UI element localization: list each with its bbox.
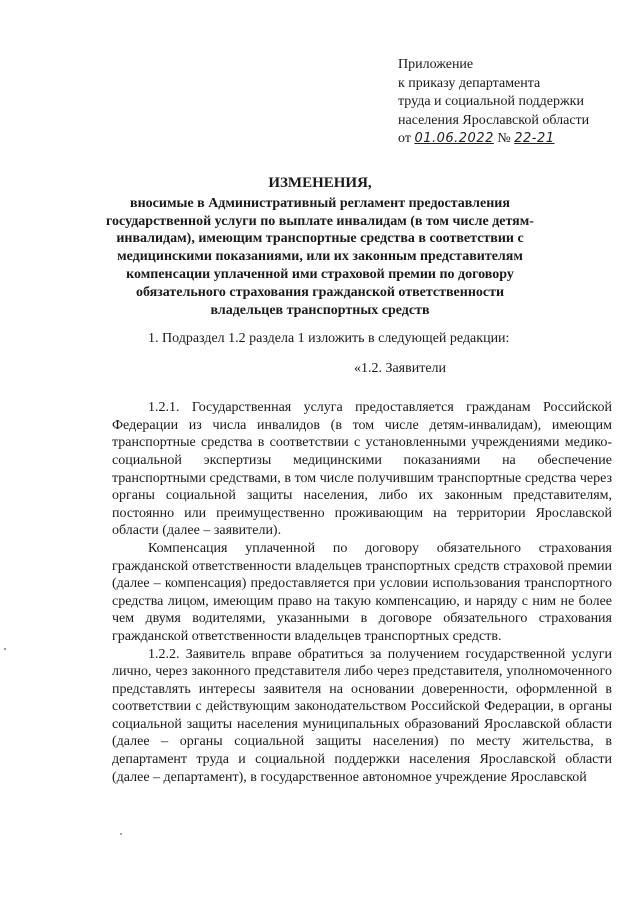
appendix-line-4: населения Ярославской области (398, 112, 590, 128)
order-date: 01.06.2022 (414, 131, 494, 146)
appendix-line-3: труда и социальной поддержки (398, 94, 584, 109)
paragraph-compensation: Компенсация уплаченной по договору обязательного страхования гражданской ответственности владельцев транспортных средств страховой премии (далее – компенсация) предоставляется при условии использования транспортного средства лицом, имеющим право на такую компенсацию, и наряду с ним не более чем двумя водителями, указанными в договоре обязательного страхования гражданской ответственности владельцев транспортных средств. (112, 540, 612, 644)
appendix-line-2: к приказу департамента (398, 75, 541, 91)
order-reference (398, 130, 628, 149)
scan-mark (4, 648, 6, 650)
paragraph-1-2-1: 1.2.1. Государственная услуга предоставляется гражданам Российской Федерации из числа инвалидов (в том числе детям-инвалидам), имеющим транспортные средства в соответствии с установленными учреждениями медико-социальной экспертизы медицинскими показаниями на обеспечение транспортными средствами, в том числе получившим транспортные средства через органы социальной защиты населения, либо их законным представителям, постоянно или преимущественно проживающим на территории Ярославской области (далее – заявители). (112, 400, 612, 539)
order-number: 22-21 (514, 131, 555, 146)
section-heading: «1.2. Заявители (353, 360, 447, 376)
title-subtitle: вносимые в Административный регламент предоставления государственной услуги по выплате инвалидам (в том числе детям-инвалидам), имеющим транспортные средства в соответствии с медицинскими показаниями, или их законным представителям компенсации уплаченной ими страховой премии по договору обязательного страхования гражданской ответственности владельцев транспортных средств (106, 195, 534, 318)
appendix-line-1: Приложение (398, 57, 474, 72)
document-title (100, 175, 540, 319)
order-prefix: от (398, 131, 411, 146)
scan-mark (120, 833, 122, 835)
paragraph-1-2-2: 1.2.2. Заявитель вправе обратиться за получением государственной услуги лично, через законного представителя либо через представителя, уполномоченного представлять интересы заявителя на основании доверенности, оформленной в соответствии с действующим законодательством Российской Федерации, в органы социальной защиты населения муниципальных образований Ярославской области (далее – органы социальной защиты населения) по месту жительства, в департамент труда и социальной поддержки населения Ярославской области (далее – департамент), в государственное автономное учреждение Ярославской (112, 646, 612, 785)
appendix-block (398, 56, 628, 149)
title-main: ИЗМЕНЕНИЯ, (268, 175, 372, 191)
item-1: 1. Подраздел 1.2 раздела 1 изложить в следующей редакции: (148, 331, 510, 346)
document-body (112, 330, 612, 786)
order-number-label: № (497, 131, 511, 146)
